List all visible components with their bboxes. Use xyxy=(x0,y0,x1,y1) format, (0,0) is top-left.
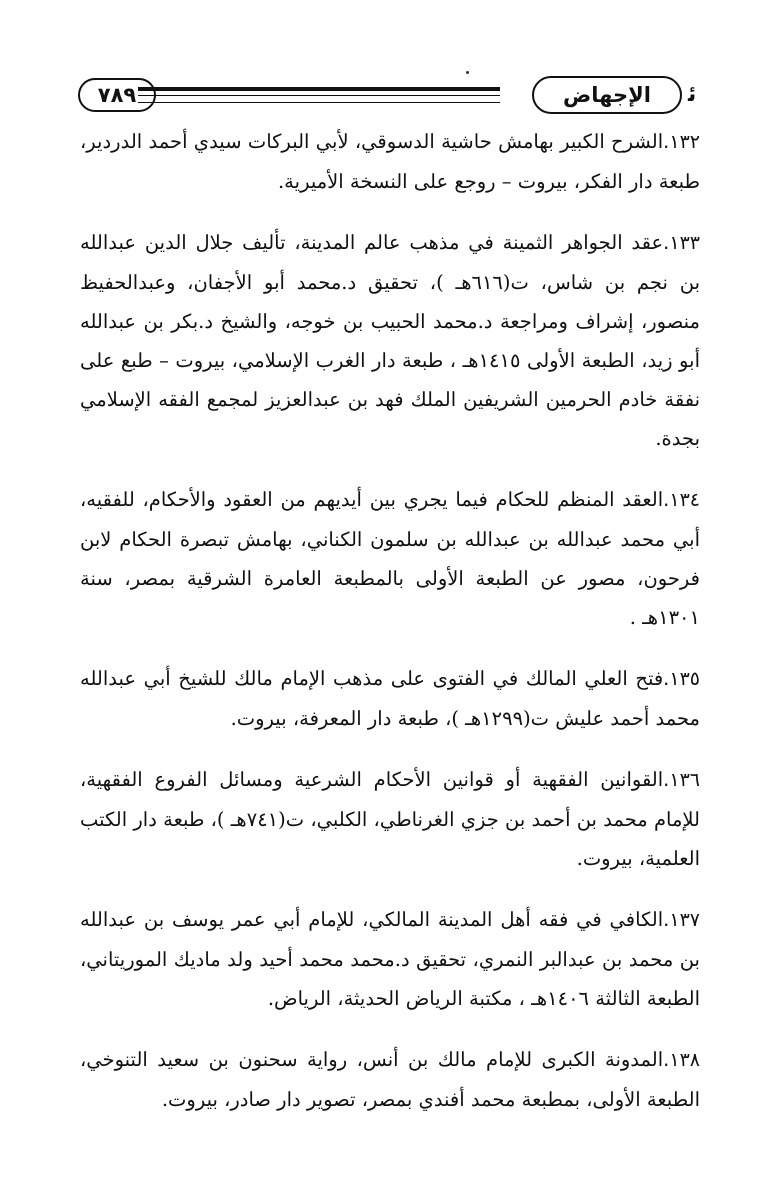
entry-text: الشرح الكبير بهامش حاشية الدسوقي، لأبي البركات سيدي أحمد الدردير، طبعة دار الفكر، بيروت – روجع على النسخة الأميرية. xyxy=(80,130,700,193)
entry-text: الكافي في فقه أهل المدينة المالكي، للإمام أبي عمر يوسف بن عبدالله بن محمد بن عبدالبر النمري، تحقيق د.محمد محمد أحيد ولد ماديك الموريتاني، الطبعة الثالثة ١٤٠٦هـ ، مكتبة الرياض الحديثة، الرياض. xyxy=(80,908,700,1010)
bibliography-entry xyxy=(80,1040,700,1119)
section-title: الإجهاض xyxy=(532,76,682,114)
entry-number: ١٣٦ xyxy=(669,769,700,791)
page-number: ٧٨٩ xyxy=(78,78,156,112)
bibliography-entry xyxy=(80,480,700,637)
entry-separator: . xyxy=(663,768,670,791)
bibliography-entry xyxy=(80,122,700,201)
header-end-ornament: ﺋ xyxy=(688,82,697,107)
entry-number: ١٣٤ xyxy=(669,489,700,511)
bibliography-entry xyxy=(80,223,700,458)
bibliography-entry xyxy=(80,659,700,738)
entry-text: فتح العلي المالك في الفتوى على مذهب الإمام مالك للشيخ أبي عبدالله محمد أحمد عليش ت(١٢٩٩هـ )، طبعة دار المعرفة، بيروت. xyxy=(80,667,700,730)
entry-text: العقد المنظم للحكام فيما يجري بين أيديهم من العقود والأحكام، للفقيه، أبي محمد عبدالله بن عبدالله بن سلمون الكناني، بهامش تبصرة الحكام لابن فرحون، مصور عن الطبعة الأولى بالمطبعة العامرة الشرقية بمصر، سنة ١٣٠١هـ . xyxy=(80,488,700,629)
entry-separator: . xyxy=(663,667,670,690)
print-speck xyxy=(466,71,469,74)
bibliography-entry xyxy=(80,900,700,1018)
entry-number: ١٣٧ xyxy=(669,909,700,931)
entry-separator: . xyxy=(663,130,670,153)
entry-number: ١٣٥ xyxy=(669,668,700,690)
page-header xyxy=(78,76,700,120)
header-rule-inner xyxy=(138,95,500,96)
entry-number: ١٣٢ xyxy=(669,131,700,153)
entry-separator: . xyxy=(663,908,670,931)
entry-number: ١٣٣ xyxy=(669,232,700,254)
entry-separator: . xyxy=(663,488,670,511)
entry-separator: . xyxy=(663,231,670,254)
bibliography-list xyxy=(80,122,700,1141)
header-rule xyxy=(138,87,500,103)
bibliography-entry xyxy=(80,760,700,878)
entry-separator: . xyxy=(663,1048,670,1071)
entry-number: ١٣٨ xyxy=(669,1049,700,1071)
entry-text: القوانين الفقهية أو قوانين الأحكام الشرعية ومسائل الفروع الفقهية، للإمام محمد بن أحمد بن جزي الغرناطي، الكلبي، ت(٧٤١هـ )، طبعة دار الكتب العلمية، بيروت. xyxy=(80,768,700,870)
entry-text: عقد الجواهر الثمينة في مذهب عالم المدينة، تأليف جلال الدين عبدالله بن نجم بن شاس، ت(٦١٦هـ )، تحقيق د.محمد أبو الأجفان، وعبدالحفيظ منصور، إشراف ومراجعة د.محمد الحبيب بن خوجه، والشيخ د.بكر بن عبدالله أبو زيد، الطبعة الأولى ١٤١٥هـ ، طبعة دار الغرب الإسلامي، بيروت – طبع على نفقة خادم الحرمين الشريفين الملك فهد بن عبدالعزيز لمجمع الفقه الإسلامي بجدة. xyxy=(80,231,700,450)
entry-text: المدونة الكبرى للإمام مالك بن أنس، رواية سحنون بن سعيد التنوخي، الطبعة الأولى، بمطبعة محمد أفندي بمصر، تصوير دار صادر، بيروت. xyxy=(80,1048,700,1111)
